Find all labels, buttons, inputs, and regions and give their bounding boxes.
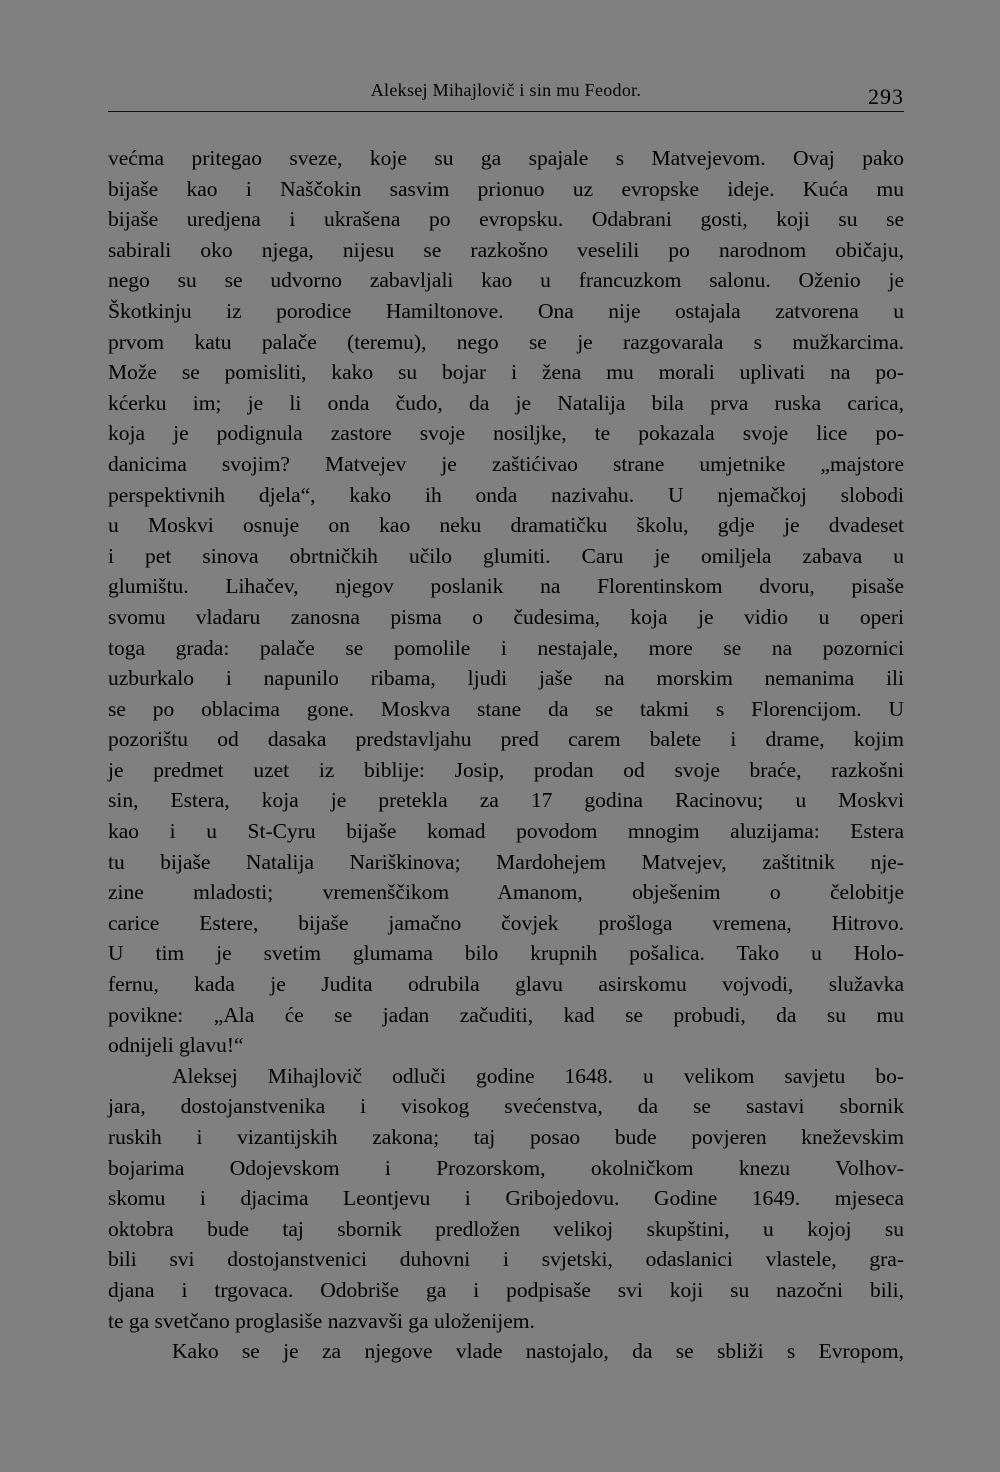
text-line: bijaše kao i Naščokin sasvim prionuo uz evropske ideje. Kuća mu (108, 176, 904, 201)
text-line: skomu i djacima Leontjevu i Gribojedovu. Godine 1649. mjeseca (108, 1186, 904, 1211)
text-line: oktobra bude taj sbornik predložen velikoj skupštini, u kojoj su (108, 1216, 904, 1241)
text-line: se po oblacima gone. Moskva stane da se takmi s Florencijom. U (108, 696, 904, 721)
text-line: bojarima Odojevskom i Prozorskom, okolničkom knezu Volhov- (108, 1155, 904, 1180)
text-line: koja je podignula zastore svoje nosiljke, te pokazala svoje lice po- (108, 421, 904, 446)
text-line: danicima svojim? Matvejev je zaštićivao strane umjetnike „majstore (108, 451, 904, 476)
header-rule (108, 111, 904, 112)
text-line: Može se pomisliti, kako su bojar i žena mu morali uplivati na po- (108, 360, 904, 385)
text-line: carice Estere, bijaše jamačno čovjek prošloga vremena, Hitrovo. (108, 910, 904, 935)
body-text (108, 143, 904, 1367)
running-title: Aleksej Mihajlovič i sin mu Feodor. (370, 80, 642, 100)
running-header (108, 78, 904, 114)
paragraph-end-line: te ga svetčano proglasiše nazvavši ga uloženijem. (108, 1308, 535, 1333)
text-line: u Moskvi osnuje on kao neku dramatičku školu, gdje je dvadeset (108, 513, 904, 538)
text-line: jara, dostojanstvenika i visokog svećenstva, da se sastavi sbornik (108, 1094, 904, 1119)
text-line: svomu vladaru zanosna pisma o čudesima, koja je vidio u operi (108, 604, 904, 629)
text-line: glumištu. Lihačev, njegov poslanik na Florentinskom dvoru, pisaše (108, 574, 904, 599)
text-line: toga grada: palače se pomolile i nestajale, more se na pozornici (108, 635, 904, 660)
text-line: Škotkinju iz porodice Hamiltonove. Ona nije ostajala zatvorena u (108, 298, 904, 323)
text-line: ruskih i vizantijskih zakona; taj posao bude povjeren kneževskim (108, 1125, 904, 1149)
text-line: U tim je svetim glumama bilo krupnih pošalica. Tako u Holo- (108, 941, 904, 966)
text-line: sabirali oko njega, nijesu se razkošno veselili po narodnom običaju, (108, 237, 904, 262)
paragraph-end-line: odnijeli glavu!“ (108, 1033, 244, 1058)
paragraph-start-line: Aleksej Mihajlovič odluči godine 1648. u velikom savjetu bo- (172, 1063, 904, 1088)
text-line: tu bijaše Natalija Nariškinova; Mardohejem Matvejev, zaštitnik nje- (108, 849, 904, 874)
page-number: 293 (868, 84, 904, 109)
text-line: većma pritegao sveze, koje su ga spajale s Matvejevom. Ovaj pako (108, 146, 904, 170)
text-line: kćerku im; je li onda čudo, da je Natalija bila prva ruska carica, (108, 390, 904, 415)
text-line: djana i trgovaca. Odobriše ga i podpisaše svi koji su nazočni bili, (108, 1277, 904, 1302)
text-line: fernu, kada je Judita odrubila glavu asirskomu vojvodi, služavka (108, 972, 904, 997)
text-line: kao i u St-Cyru bijaše komad povodom mnogim aluzijama: Estera (108, 819, 904, 844)
text-line: uzburkalo i napunilo ribama, ljudi jaše na morskim nemanima ili (108, 666, 904, 691)
text-line: povikne: „Ala će se jadan začuditi, kad se probudi, da su mu (108, 1002, 904, 1027)
paragraph-start-line: Kako se je za njegove vlade nastojalo, da se sbliži s Evropom, (172, 1339, 904, 1364)
text-line: bijaše uredjena i ukrašena po evropsku. Odabrani gosti, koji su se (108, 207, 904, 232)
text-line: pozorištu od dasaka predstavljahu pred carem balete i drame, kojim (108, 727, 904, 752)
text-line: bili svi dostojanstvenici duhovni i svjetski, odaslanici vlastele, gra- (108, 1247, 904, 1272)
text-line: zine mladosti; vremenščikom Amanom, obješenim o čelobitje (108, 880, 904, 905)
text-line: nego su se udvorno zabavljali kao u francuzkom salonu. Oženio je (108, 268, 904, 293)
text-line: prvom katu palače (teremu), nego se je razgovarala s mužkarcima. (108, 329, 904, 354)
text-line: sin, Estera, koja je pretekla za 17 godina Racinovu; u Moskvi (108, 788, 904, 813)
text-line: je predmet uzet iz biblije: Josip, prodan od svoje braće, razkošni (108, 757, 904, 782)
text-line: i pet sinova obrtničkih učilo glumiti. Caru je omiljela zabava u (108, 543, 904, 568)
text-line: perspektivnih djela“, kako ih onda nazivahu. U njemačkoj slobodi (108, 482, 904, 507)
